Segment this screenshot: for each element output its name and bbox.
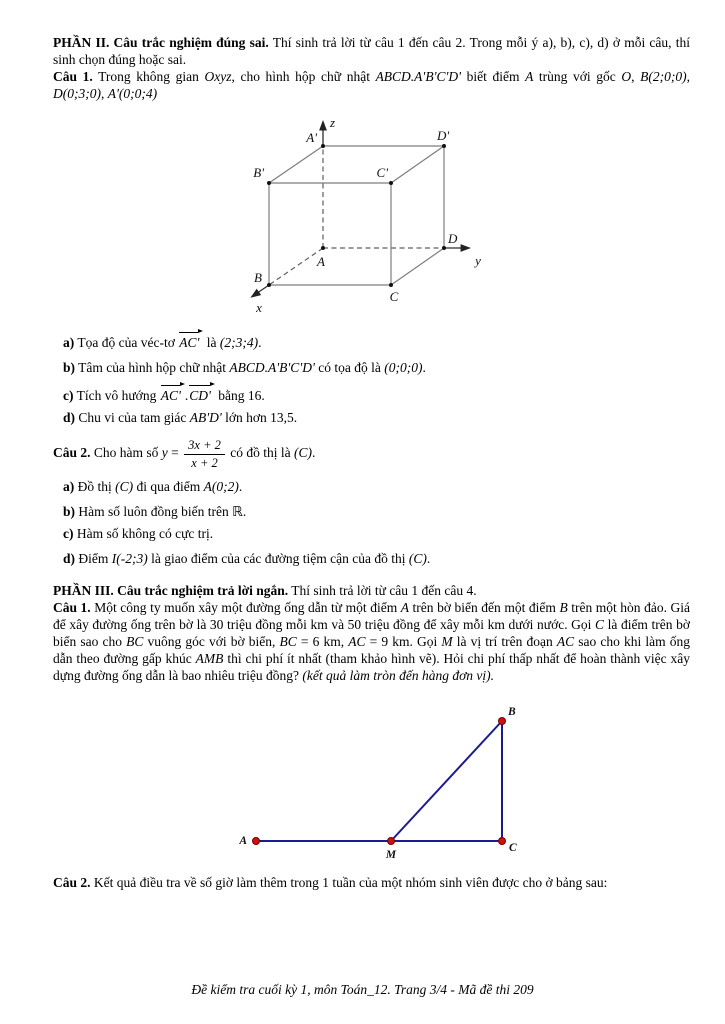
vector-ac-prime: AC' [178, 331, 203, 351]
text-run: . [242, 504, 247, 520]
text-run: có tọa độ là [314, 359, 385, 375]
edge-bprime-aprime [269, 146, 323, 183]
vertex-label-a-prime: A' [306, 129, 317, 145]
text-run: B [559, 599, 568, 615]
fraction-numerator: 3x + 2 [184, 438, 225, 454]
cube-figure-svg [239, 109, 489, 319]
part3-q1-stem [53, 599, 690, 685]
triangle-figure [239, 700, 529, 869]
text-run: Oxyz [204, 69, 232, 85]
vertex-label-d-prime: D' [437, 127, 450, 143]
text-run: (C) [115, 479, 134, 495]
fraction-denominator: x + 2 [191, 455, 218, 470]
part2-heading [53, 34, 690, 68]
point-m [388, 838, 395, 845]
segment-m-b [391, 721, 502, 841]
text-run: bằng 16. [214, 387, 265, 403]
part2-q1-stem [53, 68, 690, 102]
point-label-m: M [385, 849, 397, 862]
text-run: , [686, 69, 690, 85]
vertex-c [389, 283, 393, 287]
part2-q2-item-b [53, 503, 690, 520]
item-label: c) [63, 526, 74, 542]
text-run: Câu 1. [53, 599, 91, 615]
text-run: là giao điểm của các đường tiệm cận của đồ thị [147, 551, 409, 567]
text-run: là vị trí trên đoạn [452, 634, 557, 649]
cube-figure [239, 109, 489, 323]
text-run: Hàm số không có cực trị. [73, 526, 214, 542]
text-run: BC [126, 634, 144, 649]
item-label: a) [63, 479, 75, 495]
text-run: B(2;0;0) [640, 69, 687, 85]
text-run: Chu vi của tam giác [75, 410, 190, 426]
triangle-figure-svg [239, 700, 529, 865]
part2-q2-stem [53, 438, 690, 470]
part3-heading [53, 582, 690, 599]
text-run: Hàm số luôn đồng biến trên [75, 504, 233, 520]
text-run: . [238, 479, 243, 495]
text-run: trên một hòn đảo. Giá để xây đường ống trên bờ là 30 triệu đồng mỗi km và 50 triệu đồng để xây mỗi km dưới nước. Gọi [53, 599, 691, 632]
vertex-label-c: C [389, 288, 399, 304]
part2-q2-item-d [53, 550, 690, 567]
text-run: Trong không gian [92, 69, 205, 85]
text-run: Câu 2. [53, 445, 91, 461]
part3-heading-bold: PHẦN III. Câu trắc nghiệm trả lời ngắn. [53, 582, 289, 598]
text-run: là [203, 334, 220, 350]
text-run: A [400, 599, 410, 615]
text-run: Câu 1. [53, 69, 93, 85]
real-numbers-symbol: ℝ [232, 504, 243, 520]
part2-q1-item-b [53, 359, 690, 376]
item-label: b) [63, 359, 76, 375]
point-c [499, 838, 506, 845]
text-run: lớn hơn 13,5. [221, 410, 298, 426]
text-run: . [426, 551, 431, 567]
text-run: Kết quả điều tra về số giờ làm thêm trong 1 tuần của một nhóm sinh viên được cho ở bảng sau: [90, 874, 608, 890]
vertex-b-prime [267, 181, 271, 185]
vertex-d [442, 246, 446, 250]
vertex-label-b: B [254, 269, 262, 285]
axis-label-y: y [475, 252, 481, 268]
text-run: trên bờ biển đến một điểm [409, 599, 560, 615]
text-run: AC [556, 634, 575, 649]
text-run: Một công ty muốn xây một đường ống dẫn từ một điểm [90, 599, 401, 615]
text-run: M [441, 634, 453, 649]
edge-cprime-dprime [391, 146, 444, 183]
edge-c-d [391, 248, 444, 285]
text-run: I(-2;3) [111, 551, 148, 567]
point-b [499, 718, 506, 725]
text-run: (C) [408, 551, 427, 567]
text-run: sao cho khi làm ống dẫn theo đường gấp khúc [53, 634, 690, 667]
text-run: Tâm của hình hộp chữ nhật [75, 359, 230, 375]
text-run: trùng với gốc [533, 69, 622, 85]
text-run: (0;0;0) [384, 359, 423, 375]
text-run: AB'D' [189, 410, 222, 426]
text-run: vuông góc với bờ biển, [143, 634, 280, 649]
vertex-a [321, 246, 325, 250]
text-run: . [184, 387, 189, 403]
text-run: A(0;2) [203, 479, 239, 495]
text-run: C [595, 616, 605, 632]
part3-heading-text: Thí sinh trả lời từ câu 1 đến câu 4. [288, 582, 477, 598]
part2-q1-item-d [53, 409, 690, 426]
footer-text: Đề kiểm tra cuối kỳ 1, môn Toán_12. Trang 3/4 - Mã đề thi 209 [191, 981, 534, 997]
point-label-c: C [509, 842, 517, 855]
text-run: , [631, 69, 641, 85]
text-run: . [312, 445, 316, 461]
vertex-label-a: A [317, 253, 325, 269]
part2-q2-item-a [53, 478, 690, 495]
text-run: Điểm [75, 551, 112, 567]
part2-q2-item-c [53, 525, 690, 542]
text-run: Đồ thị [74, 479, 116, 495]
text-run: BC [279, 634, 297, 649]
vector-ac-prime: AC' [160, 384, 185, 404]
text-run: = 6 km, [296, 634, 349, 649]
text-run: Cho hàm số [90, 445, 162, 461]
text-run: (2;3;4) [219, 334, 259, 350]
text-run: , [100, 86, 108, 102]
text-run: AMB [195, 651, 224, 667]
vertex-b [267, 283, 271, 287]
text-run: là điểm trên bờ biển sao cho [53, 616, 690, 649]
text-run: . [422, 359, 426, 375]
text-run: , cho hình hộp chữ nhật [231, 69, 376, 85]
item-label: a) [63, 334, 75, 350]
text-run: = 9 km. Gọi [365, 634, 442, 649]
text-run: AC [348, 634, 366, 649]
text-run: y [161, 445, 168, 461]
text-run: ABCD.A'B'C'D' [375, 69, 461, 85]
part2-heading-bold: PHẦN II. Câu trắc nghiệm đúng sai. [53, 35, 269, 50]
item-label: d) [63, 551, 76, 567]
text-run: A'(0;0;4) [107, 86, 158, 102]
vertex-label-d: D [448, 230, 458, 246]
text-run: A [525, 69, 534, 85]
fraction [184, 438, 225, 470]
axis-label-x: x [256, 299, 262, 315]
text-run: (kết quả làm tròn đến hàng đơn vị). [302, 668, 495, 684]
text-run: O [621, 69, 632, 85]
vector-cd-prime: CD' [188, 384, 215, 404]
part2-heading-text: Thí sinh trả lời từ câu 1 đến câu 2. Trong mỗi ý a), b), c), d) ở mỗi câu, thí sinh chọn đúng hoặc sai. [53, 35, 690, 68]
text-run: D(0;3;0) [53, 86, 101, 102]
item-label: d) [63, 410, 76, 426]
text-run: biết điểm [460, 69, 526, 85]
text-run: ABCD.A'B'C'D' [229, 359, 315, 375]
part3-q2-stem [53, 874, 690, 891]
text-run: có đồ thị là [226, 445, 295, 461]
text-run: = [167, 445, 183, 461]
x-axis [252, 285, 269, 297]
part2-q1-item-a [53, 331, 690, 351]
point-label-b: B [508, 706, 516, 719]
vertex-a-prime [321, 144, 325, 148]
item-label: b) [63, 504, 76, 520]
point-a [253, 838, 260, 845]
part2-q1-item-c [53, 384, 690, 404]
text-run: Câu 2. [53, 874, 91, 890]
text-run: Tích vô hướng [73, 387, 160, 403]
edge-a-b [269, 248, 323, 285]
axis-label-z: z [330, 114, 336, 130]
point-label-a: A [239, 835, 247, 848]
page-footer [0, 981, 725, 998]
text-run: . [258, 334, 262, 350]
text-run: (C) [294, 445, 313, 461]
text-run: đi qua điểm [133, 479, 204, 495]
vertex-label-c-prime: C' [376, 164, 388, 180]
vertex-c-prime [389, 181, 393, 185]
text-run: Tọa độ của véc-tơ [74, 334, 179, 350]
vertex-d-prime [442, 144, 446, 148]
item-label: c) [63, 387, 74, 403]
text-run: thì chi phí ít nhất (tham khảo hình vẽ). Hỏi chi phí thấp nhất để hoàn thành việc xây dựng đường ống dẫn là bao nhiêu triệu đồng? [53, 651, 690, 684]
vertex-label-b-prime: B' [253, 164, 264, 180]
